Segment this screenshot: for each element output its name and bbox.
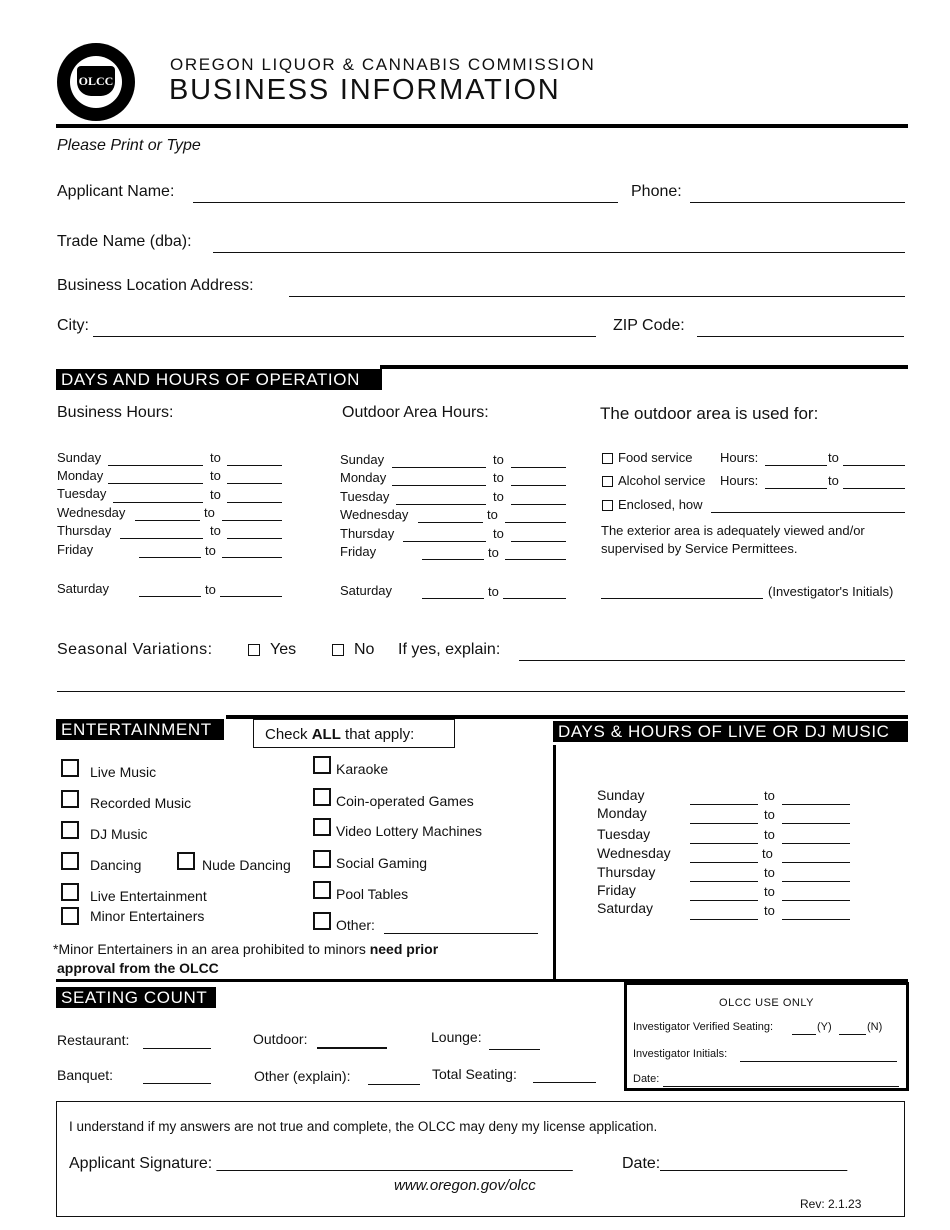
live-sunday-open[interactable]: [690, 788, 758, 805]
other-seating-field[interactable]: [368, 1068, 420, 1085]
website-url: www.oregon.gov/olcc: [394, 1177, 536, 1194]
live-friday-close[interactable]: [782, 884, 850, 901]
minor-entertainers-note: *Minor Entertainers in an area prohibited to minors need prior: [53, 941, 439, 957]
business-day-monday: Monday: [57, 468, 104, 483]
food-hours-close[interactable]: [843, 449, 905, 466]
enclosed-how-field[interactable]: [711, 496, 905, 513]
org-name: OREGON LIQUOR & CANNABIS COMMISSION: [170, 55, 596, 74]
alcohol-hours-open[interactable]: [765, 472, 827, 489]
pool-tables-checkbox[interactable]: [313, 881, 331, 899]
applicant-name-label: Applicant Name:: [57, 183, 175, 200]
entertainment-section-title: ENTERTAINMENT: [56, 719, 224, 740]
address-field[interactable]: [289, 280, 905, 297]
restaurant-label: Restaurant:: [57, 1032, 130, 1048]
outdoor-day-monday: Monday: [340, 470, 387, 485]
total-seating-field[interactable]: [533, 1066, 596, 1083]
coin-games-checkbox[interactable]: [313, 788, 331, 806]
hours-section-rule: [380, 365, 908, 369]
verified-seating-yes-field[interactable]: [792, 1021, 816, 1035]
to-label: to: [210, 468, 221, 483]
live-tuesday-open[interactable]: [690, 827, 758, 844]
to-label: to: [493, 526, 504, 541]
recorded-music-checkbox[interactable]: [61, 790, 79, 808]
phone-label: Phone:: [631, 183, 682, 200]
outdoor-day-wednesday: Wednesday: [340, 507, 409, 522]
outdoor-saturday-close[interactable]: [503, 582, 566, 599]
dj-music-label: DJ Music: [90, 826, 148, 842]
live-day-thursday: Thursday: [597, 864, 656, 880]
live-thursday-close[interactable]: [782, 865, 850, 882]
verified-seating-no-field[interactable]: [839, 1021, 866, 1035]
outdoor-monday-close[interactable]: [511, 469, 566, 486]
business-wednesday-open[interactable]: [135, 504, 200, 521]
other-checkbox[interactable]: [313, 912, 331, 930]
olcc-date-field[interactable]: [663, 1073, 899, 1087]
header-rule: [56, 124, 908, 128]
karaoke-checkbox[interactable]: [313, 756, 331, 774]
business-monday-close[interactable]: [227, 467, 282, 484]
to-label: to: [764, 903, 775, 918]
live-tuesday-close[interactable]: [782, 827, 850, 844]
social-gaming-checkbox[interactable]: [313, 850, 331, 868]
outdoor-friday-open[interactable]: [422, 543, 484, 560]
outdoor-day-tuesday: Tuesday: [340, 489, 390, 504]
business-thursday-close[interactable]: [227, 522, 282, 539]
revision-label: Rev: 2.1.23: [800, 1197, 862, 1211]
to-label: to: [493, 452, 504, 467]
seasonal-no-checkbox[interactable]: [332, 644, 344, 656]
nude-dancing-checkbox[interactable]: [177, 852, 195, 870]
business-tuesday-open[interactable]: [113, 486, 203, 503]
outdoor-hours-title: Outdoor Area Hours:: [342, 404, 489, 421]
zip-field[interactable]: [697, 320, 904, 337]
business-day-friday: Friday: [57, 542, 94, 557]
total-seating-label: Total Seating:: [432, 1066, 517, 1082]
business-friday-open[interactable]: [139, 541, 201, 558]
live-music-section-title: DAYS & HOURS OF LIVE OR DJ MUSIC: [553, 721, 908, 742]
live-wednesday-close[interactable]: [782, 846, 850, 863]
olcc-use-only-box: [624, 982, 909, 1091]
business-wednesday-close[interactable]: [222, 504, 282, 521]
outdoor-used-for-title: The outdoor area is used for:: [600, 404, 819, 423]
food-service-label: Food service: [618, 450, 693, 465]
seasonal-explain-field[interactable]: [519, 644, 905, 661]
outdoor-day-friday: Friday: [340, 544, 377, 559]
live-entertainment-label: Live Entertainment: [90, 888, 207, 904]
business-sunday-open[interactable]: [108, 449, 203, 466]
outdoor-saturday-open[interactable]: [422, 582, 484, 599]
business-day-wednesday: Wednesday: [57, 505, 126, 520]
outdoor-day-saturday: Saturday: [340, 583, 393, 598]
olcc-initials-field[interactable]: [740, 1048, 897, 1062]
seasonal-explain-label: If yes, explain:: [398, 641, 501, 658]
business-monday-open[interactable]: [108, 467, 203, 484]
business-day-saturday: Saturday: [57, 581, 110, 596]
live-monday-open[interactable]: [690, 807, 758, 824]
verified-seating-label: Investigator Verified Seating:: [633, 1021, 774, 1033]
outdoor-seating-field[interactable]: [317, 1031, 387, 1049]
other-seating-label: Other (explain):: [254, 1068, 351, 1084]
banquet-label: Banquet:: [57, 1067, 114, 1083]
outdoor-monday-open[interactable]: [392, 469, 486, 486]
to-label: to: [210, 487, 221, 502]
restaurant-seating-field[interactable]: [143, 1032, 211, 1049]
to-label: to: [764, 884, 775, 899]
zip-label: ZIP Code:: [613, 317, 685, 334]
live-monday-close[interactable]: [782, 807, 850, 824]
exterior-note-line2: supervised by Service Permittees.: [601, 541, 798, 556]
recorded-music-label: Recorded Music: [90, 795, 192, 811]
outdoor-friday-close[interactable]: [505, 543, 566, 560]
live-day-wednesday: Wednesday: [597, 845, 671, 861]
live-day-saturday: Saturday: [597, 900, 654, 916]
outdoor-day-thursday: Thursday: [340, 526, 395, 541]
trade-name-field[interactable]: [213, 236, 905, 253]
to-label: to: [210, 450, 221, 465]
olcc-date-label: Date:: [633, 1073, 660, 1085]
minor-entertainers-note-line2: approval from the OLCC: [57, 960, 219, 976]
to-label: to: [493, 489, 504, 504]
alcohol-service-label: Alcohol service: [618, 473, 706, 488]
dj-music-checkbox[interactable]: [61, 821, 79, 839]
lounge-seating-field[interactable]: [489, 1033, 540, 1050]
to-label: to: [764, 865, 775, 880]
pool-tables-label: Pool Tables: [336, 886, 409, 902]
lounge-label: Lounge:: [431, 1029, 482, 1045]
business-saturday-open[interactable]: [139, 580, 201, 597]
other-entertainment-field[interactable]: [384, 917, 538, 934]
seasonal-yes-checkbox[interactable]: [248, 644, 260, 656]
video-lottery-label: Video Lottery Machines: [336, 823, 483, 839]
to-label: to: [488, 545, 499, 560]
social-gaming-label: Social Gaming: [336, 855, 428, 871]
address-label: Business Location Address:: [57, 277, 254, 294]
investigator-initials-field[interactable]: [601, 582, 763, 599]
live-thursday-open[interactable]: [690, 865, 758, 882]
business-thursday-open[interactable]: [120, 522, 203, 539]
hours-section-title: DAYS AND HOURS OF OPERATION: [56, 369, 382, 390]
minor-entertainers-checkbox[interactable]: [61, 907, 79, 925]
outdoor-wednesday-close[interactable]: [505, 506, 566, 523]
investigator-initials-label: (Investigator's Initials): [768, 584, 894, 599]
trade-name-label: Trade Name (dba):: [57, 233, 192, 250]
live-music-label: Live Music: [90, 764, 157, 780]
to-label: to: [210, 523, 221, 538]
business-sunday-close[interactable]: [227, 449, 282, 466]
attestation-box: [56, 1101, 905, 1217]
live-music-checkbox[interactable]: [61, 759, 79, 777]
dancing-label: Dancing: [90, 857, 142, 873]
business-hours-title: Business Hours:: [57, 404, 174, 421]
seating-section-title: SEATING COUNT: [56, 987, 216, 1008]
seasonal-label: Seasonal Variations:: [57, 641, 213, 658]
live-saturday-open[interactable]: [690, 903, 758, 920]
to-label: to: [205, 582, 216, 597]
entertainment-divider: [553, 745, 556, 981]
to-label: to: [493, 470, 504, 485]
city-label: City:: [57, 317, 89, 334]
seasonal-explain-field-2[interactable]: [57, 675, 905, 692]
video-lottery-checkbox[interactable]: [313, 818, 331, 836]
check-all-box: [253, 719, 455, 748]
business-friday-close[interactable]: [222, 541, 282, 558]
to-label: to: [487, 507, 498, 522]
to-label: to: [488, 584, 499, 599]
enclosed-label: Enclosed, how: [618, 497, 703, 512]
seal-text: OLCC: [77, 66, 115, 96]
food-hours-open[interactable]: [765, 449, 827, 466]
exterior-note-line1: The exterior area is adequately viewed and/or: [601, 523, 865, 538]
outdoor-wednesday-open[interactable]: [418, 506, 483, 523]
olcc-use-title: OLCC USE ONLY: [719, 997, 814, 1009]
alcohol-service-checkbox[interactable]: [602, 476, 613, 487]
food-hours-label: Hours:: [720, 450, 759, 465]
to-label: to: [828, 473, 839, 488]
live-day-friday: Friday: [597, 882, 636, 898]
other-label: Other:: [336, 917, 375, 933]
outdoor-thursday-open[interactable]: [403, 525, 486, 542]
outdoor-tuesday-close[interactable]: [511, 488, 566, 505]
live-entertainment-checkbox[interactable]: [61, 883, 79, 901]
to-label: to: [764, 788, 775, 803]
to-label: to: [204, 505, 215, 520]
phone-field[interactable]: [690, 186, 905, 203]
olcc-initials-label: Investigator Initials:: [633, 1048, 728, 1060]
live-saturday-close[interactable]: [782, 903, 850, 920]
live-friday-open[interactable]: [690, 884, 758, 901]
banquet-seating-field[interactable]: [143, 1067, 211, 1084]
to-label: to: [205, 543, 216, 558]
business-saturday-close[interactable]: [220, 580, 282, 597]
business-day-tuesday: Tuesday: [57, 486, 107, 501]
coin-games-label: Coin-operated Games: [336, 793, 474, 809]
business-tuesday-close[interactable]: [227, 486, 282, 503]
outdoor-seating-label: Outdoor:: [253, 1031, 308, 1047]
karaoke-label: Karaoke: [336, 761, 389, 777]
seasonal-yes-label: Yes: [270, 641, 297, 658]
enclosed-checkbox[interactable]: [602, 500, 613, 511]
food-service-checkbox[interactable]: [602, 453, 613, 464]
outdoor-tuesday-open[interactable]: [396, 488, 486, 505]
live-day-sunday: Sunday: [597, 787, 645, 803]
city-field[interactable]: [93, 320, 596, 337]
signature-line[interactable]: Applicant Signature: ________________________________________: [69, 1155, 573, 1172]
outdoor-sunday-close[interactable]: [511, 451, 566, 468]
check-all-text: Check ALL that apply:: [265, 726, 415, 743]
to-label: to: [764, 827, 775, 842]
instructions: Please Print or Type: [57, 137, 201, 154]
dancing-checkbox[interactable]: [61, 852, 79, 870]
alcohol-hours-close[interactable]: [843, 472, 905, 489]
verified-y-label: (Y): [817, 1021, 832, 1033]
outdoor-sunday-open[interactable]: [392, 451, 486, 468]
signature-date-line[interactable]: Date:_____________________: [622, 1155, 848, 1172]
verified-n-label: (N): [867, 1021, 883, 1033]
attestation-text: I understand if my answers are not true and complete, the OLCC may deny my license application.: [69, 1119, 658, 1134]
alcohol-hours-label: Hours:: [720, 473, 759, 488]
nude-dancing-label: Nude Dancing: [202, 857, 291, 873]
page-title: BUSINESS INFORMATION: [169, 74, 561, 106]
seasonal-no-label: No: [354, 641, 375, 658]
to-label: to: [828, 450, 839, 465]
outdoor-thursday-close[interactable]: [511, 525, 566, 542]
applicant-name-field[interactable]: [193, 186, 618, 203]
business-day-sunday: Sunday: [57, 450, 102, 465]
business-day-thursday: Thursday: [57, 523, 112, 538]
olcc-seal-logo: [57, 43, 135, 121]
live-day-tuesday: Tuesday: [597, 826, 651, 842]
to-label: to: [764, 807, 775, 822]
minor-entertainers-label: Minor Entertainers: [90, 908, 205, 924]
to-label: to: [762, 846, 773, 861]
live-wednesday-open[interactable]: [690, 846, 758, 863]
outdoor-day-sunday: Sunday: [340, 452, 385, 467]
live-sunday-close[interactable]: [782, 788, 850, 805]
live-day-monday: Monday: [597, 805, 647, 821]
